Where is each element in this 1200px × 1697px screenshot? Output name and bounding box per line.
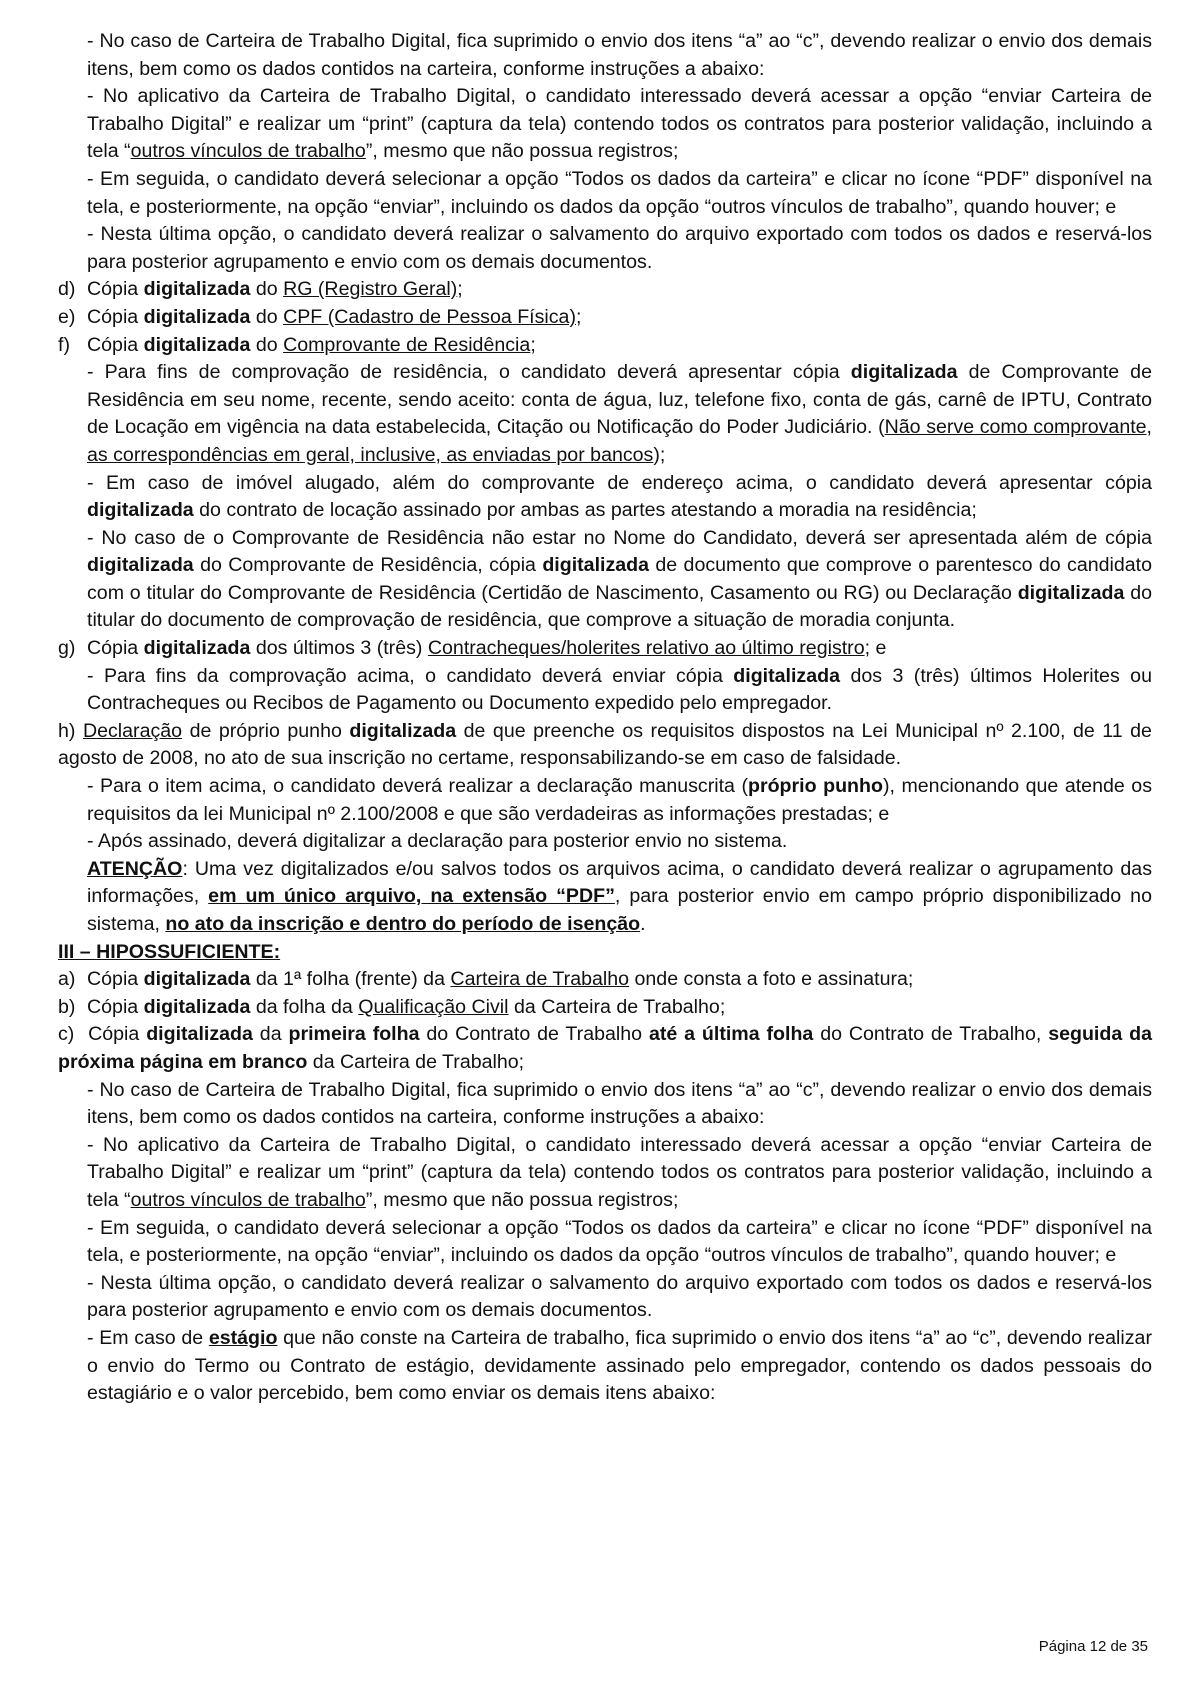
page-number: Página 12 de 35 bbox=[1038, 1638, 1148, 1655]
item-h: h) Declaração de próprio punho digitalizada de que preenche os requisitos dispostos na Lei Municipal nº 2.100, de 11 de agosto de 2008, no ato de sua inscrição no certame, responsabilizando-se em caso de falsidade. bbox=[58, 719, 1152, 770]
h-signed-text: - Após assinado, deverá digitalizar a declaração para posterior envio no sistema. bbox=[87, 830, 788, 853]
f-residence-proof-text: - Para fins de comprovação de residência, o candidato deverá apresentar cópia digitalizada de Comprovante de Residência em seu nome, recente, sendo aceito: conta de água, luz, telefone fixo, conta de gás, carnê de IPTU, Contrato de Locação em vigência na data estabelecida, Citação ou Notificação do Poder Judiciário. (Não serve como comprovante, as correspondências em geral, inclusive, as enviadas por bancos); bbox=[87, 361, 1152, 466]
c-digital-bullet-3: - Em seguida, o candidato deverá selecionar a opção “Todos os dados da carteira” e clicar no ícone “PDF” disponível na tela, e posteriormente, na opção “enviar”, incluindo os dados da opção “outros vínculos de trabalho”, quando houver; e bbox=[87, 167, 1152, 218]
g-paystub-text: - Para fins da comprovação acima, o candidato deverá enviar cópia digitalizada dos 3 (três) últimos Holerites ou Contracheques ou Recibos de Pagamento ou Documento expedido pelo empregador. bbox=[87, 664, 1152, 715]
s3-digital-bullet-3: - Em seguida, o candidato deverá selecionar a opção “Todos os dados da carteira” e clicar no ícone “PDF” disponível na tela, e posteriormente, na opção “enviar”, incluindo os dados da opção “outros vínculos de trabalho”, quando houver; e bbox=[87, 1216, 1152, 1267]
s3-item-c: c) Cópia digitalizada da primeira folha do Contrato de Trabalho até a última folha do Contrato de Trabalho, seguida da próxima página em branco da Carteira de Trabalho; bbox=[58, 1023, 1152, 1073]
s3-digital-bullet-4: - Nesta última opção, o candidato deverá realizar o salvamento do arquivo exportado com todos os dados e reservá-los para posterior agrupamento e envio com os demais documentos. bbox=[87, 1271, 1152, 1322]
attention-note: ATENÇÃO: Uma vez digitalizados e/ou salvos todos os arquivos acima, o candidato deverá realizar o agrupamento das informações, em um único arquivo, na extensão “PDF”, para posterior envio em campo próprio disponibilizado no sistema, no ato da inscrição e dentro do período de isenção. bbox=[87, 857, 1152, 935]
c-digital-bullet-1: - No caso de Carteira de Trabalho Digital, fica suprimido o envio dos itens “a” ao “c”, devendo realizar o envio dos demais itens, bem como os dados contidos na carteira, conforme instruções a abaixo: bbox=[87, 30, 1152, 80]
c-digital-bullet-4: - Nesta última opção, o candidato deverá realizar o salvamento do arquivo exportado com todos os dados e reservá-los para posterior agrupamento e envio com os demais documentos. bbox=[87, 223, 1152, 273]
item-marker: f) bbox=[58, 333, 70, 356]
f-other-name-text: - No caso de o Comprovante de Residência não estar no Nome do Candidato, deverá ser apresentada além de cópia digitalizada do Comprovante de Residência, cópia digitalizada de documento que comprove o parentesco do candidato com o titular do Comprovante de Residência (Certidão de Nascimento, Casamento ou RG) ou Declaração digitalizada do titular do documento de comprovação de residência, que comprove a situação de moradia conjunta. bbox=[87, 526, 1152, 632]
s3-digital-bullet-2: - No aplicativo da Carteira de Trabalho Digital, o candidato interessado deverá acessar a opção “enviar Carteira de Trabalho Digital” e realizar um “print” (captura da tela) contendo todos os contratos para posterior validação, incluindo a tela “outros vínculos de trabalho”, mesmo que não possua registros; bbox=[87, 1133, 1152, 1211]
document-page bbox=[58, 28, 1152, 1408]
item-e: e) Cópia digitalizada do CPF (Cadastro de Pessoa Física); bbox=[58, 304, 1152, 332]
h-handwritten-text: - Para o item acima, o candidato deverá realizar a declaração manuscrita (próprio punho), mencionando que atende os requisitos da lei Municipal nº 2.100/2008 e que são verdadeiras as informações prestadas; e bbox=[87, 775, 1152, 825]
s3-item-b: b) Cópia digitalizada da folha da Qualificação Civil da Carteira de Trabalho; bbox=[58, 994, 1152, 1022]
item-marker: d) bbox=[58, 278, 76, 301]
section-title: III – HIPOSSUFICIENTE: bbox=[58, 940, 281, 963]
item-d: d) Cópia digitalizada do RG (Registro Geral); bbox=[58, 276, 1152, 304]
f-rented-property-text: - Em caso de imóvel alugado, além do comprovante de endereço acima, o candidato deverá apresentar cópia digitalizada do contrato de locação assinado por ambas as partes atestando a moradia na residência; bbox=[87, 471, 1152, 522]
item-marker: e) bbox=[58, 305, 76, 328]
item-marker: a) bbox=[58, 968, 76, 991]
item-g: g) Cópia digitalizada dos últimos 3 (três) Contracheques/holerites relativo ao último registro; e bbox=[58, 635, 1152, 663]
s3-internship-bullet: - Em caso de estágio que não conste na Carteira de trabalho, fica suprimido o envio dos itens “a” ao “c”, devendo realizar o envio do Termo ou Contrato de estágio, devidamente assinado pelo empregador, contendo os dados pessoais do estagiário e o valor percebido, bem como enviar os demais itens abaixo: bbox=[87, 1326, 1152, 1405]
item-marker: b) bbox=[58, 995, 76, 1018]
item-marker: g) bbox=[58, 637, 76, 660]
item-f: f) Cópia digitalizada do Comprovante de Residência; bbox=[58, 332, 1152, 360]
s3-digital-bullet-1: - No caso de Carteira de Trabalho Digital, fica suprimido o envio dos itens “a” ao “c”, devendo realizar o envio dos demais itens, bem como os dados contidos na carteira, conforme instruções a abaixo: bbox=[87, 1078, 1152, 1129]
c-digital-bullet-2: - No aplicativo da Carteira de Trabalho Digital, o candidato interessado deverá acessar a opção “enviar Carteira de Trabalho Digital” e realizar um “print” (captura da tela) contendo todos os contratos para posterior validação, incluindo a tela “outros vínculos de trabalho”, mesmo que não possua registros; bbox=[87, 85, 1152, 163]
s3-item-a: a) Cópia digitalizada da 1ª folha (frente) da Carteira de Trabalho onde consta a foto e assinatura; bbox=[58, 966, 1152, 994]
